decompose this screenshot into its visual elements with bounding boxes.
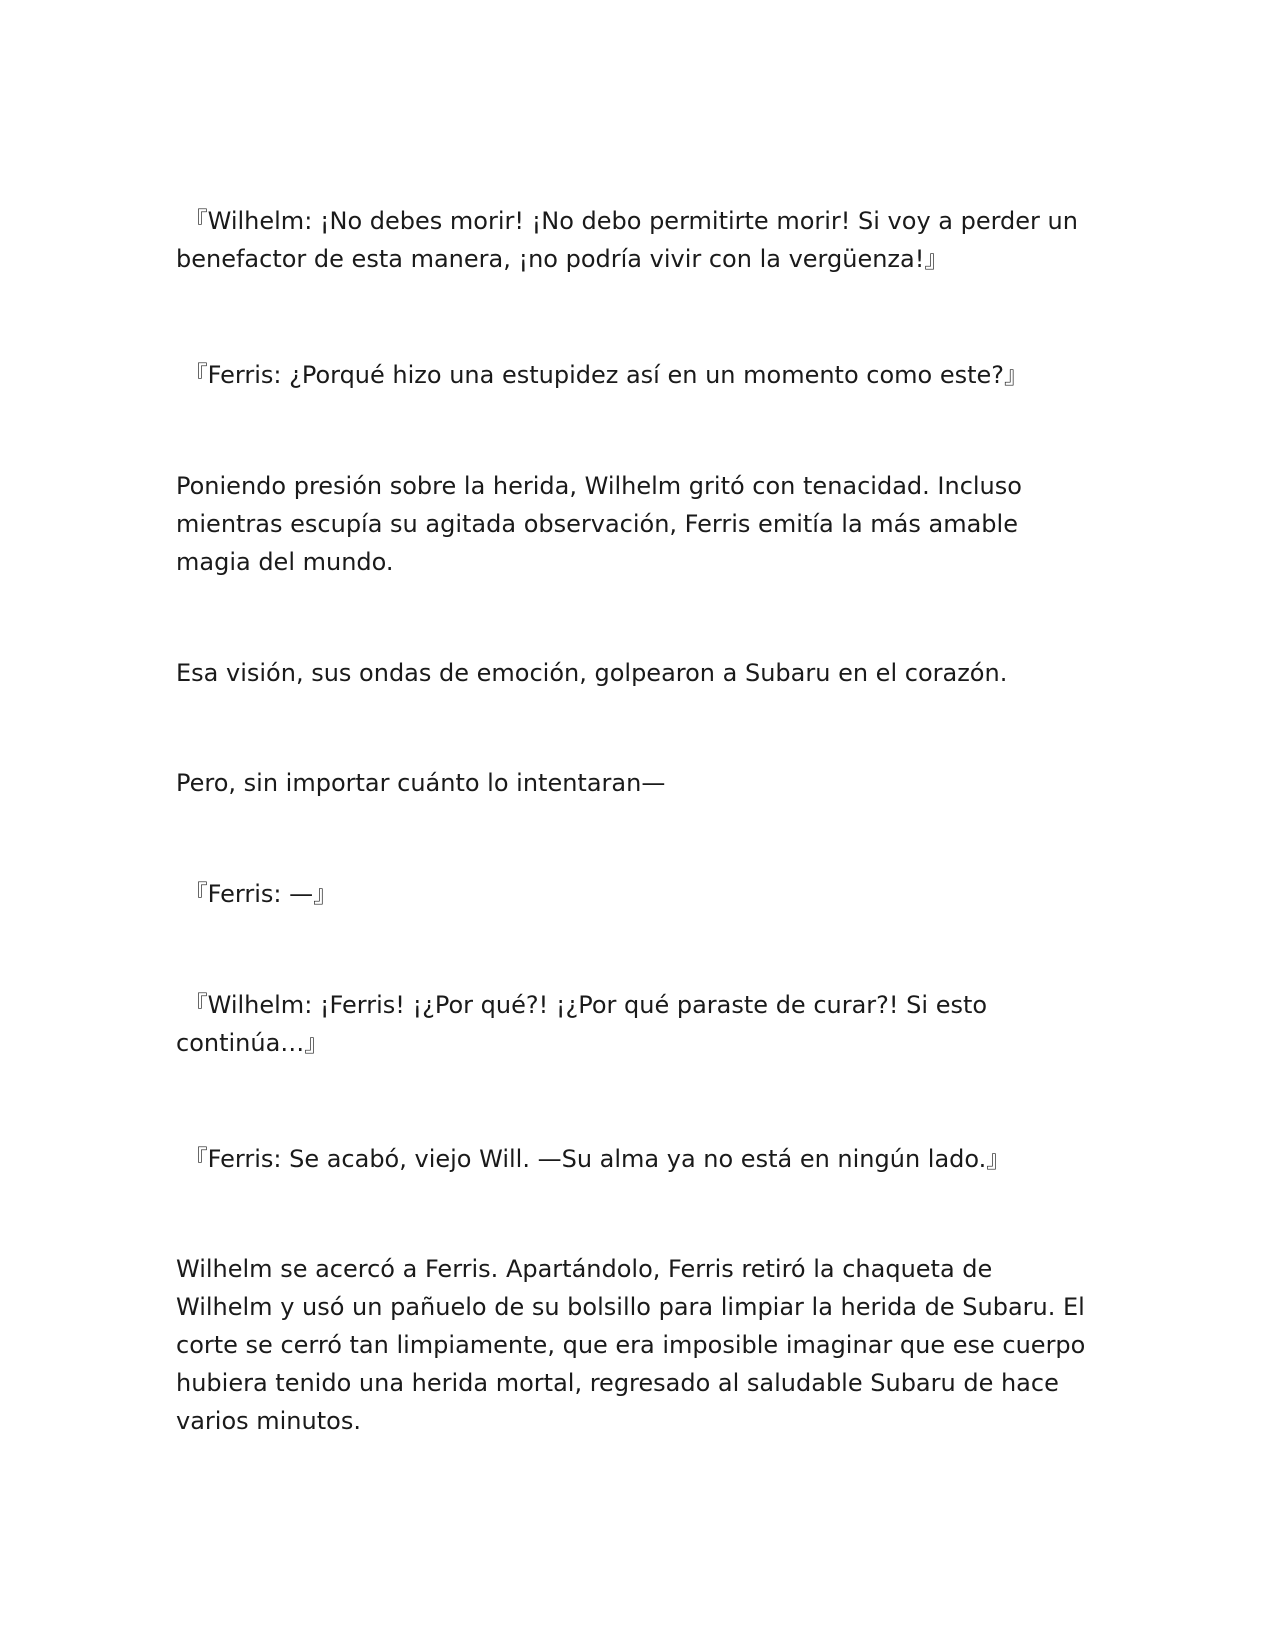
paragraph-narration-4: Wilhelm se acercó a Ferris. Apartándolo, Ferris retiró la chaqueta de Wilhelm y usó un pañuelo de su bolsillo para limpiar la herida de Subaru. El corte se cerró tan limpiamente, que era imposible imaginar que ese cuerpo hubiera tenido una herida mortal, regresado al saludable Subaru de hace varios minutos.	[176, 1255, 1086, 1435]
paragraph-wilhelm-dialogue-2: 『Wilhelm: ¡Ferris! ¡¿Por qué?! ¡¿Por qué paraste de curar?! Si esto continúa…』	[176, 991, 988, 1057]
paragraph-ferris-dialogue-1: 『Ferris: ¿Porqué hizo una estupidez así en un momento como este?』	[176, 361, 1029, 389]
paragraph-wilhelm-dialogue-1: 『Wilhelm: ¡No debes morir! ¡No debo permitirte morir! Si voy a perder un benefactor de esta manera, ¡no podría vivir con la vergüenza!』	[176, 207, 1078, 273]
paragraph-narration-1: Poniendo presión sobre la herida, Wilhelm gritó con tenacidad. Incluso mientras escupía su agitada observación, Ferris emitía la más amable magia del mundo.	[176, 472, 1022, 576]
paragraph-narration-3: Pero, sin importar cuánto lo intentaran—	[176, 769, 666, 797]
paragraph-ferris-dialogue-2: 『Ferris: —』	[176, 880, 338, 908]
paragraph-narration-2: Esa visión, sus ondas de emoción, golpearon a Subaru en el corazón.	[176, 659, 1008, 687]
paragraph-ferris-dialogue-3: 『Ferris: Se acabó, viejo Will. —Su alma ya no está en ningún lado.』	[176, 1145, 1011, 1173]
